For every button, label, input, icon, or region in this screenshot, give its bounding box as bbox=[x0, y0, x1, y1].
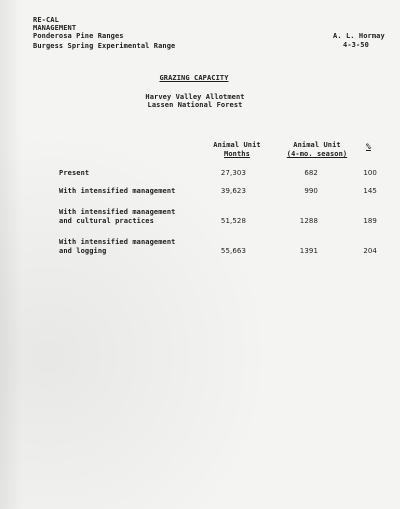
header-section: MANAGEMENT bbox=[33, 24, 77, 32]
row-label: Present bbox=[59, 169, 90, 177]
row-aum-value: 51,528 bbox=[220, 217, 246, 225]
row-aum-value: 55,663 bbox=[220, 247, 246, 255]
subtitle-forest: Lassen National Forest bbox=[147, 101, 243, 109]
column-header-aum bbox=[203, 141, 271, 159]
row-label-continued: and cultural practices bbox=[59, 217, 154, 225]
row-au-value: 1288 bbox=[299, 217, 318, 225]
author-name: A. L. Hormay bbox=[333, 32, 385, 40]
row-aum-value: 39,623 bbox=[220, 187, 246, 195]
row-label: With intensified management bbox=[59, 238, 176, 246]
column-header-percent: % bbox=[366, 142, 371, 151]
column-header-aum-line2: Months bbox=[224, 150, 250, 158]
row-aum-value: 27,303 bbox=[220, 169, 246, 177]
subtitle-allotment: Harvey Valley Allotment bbox=[145, 93, 245, 101]
row-label-continued: and logging bbox=[59, 247, 107, 255]
row-au-value: 682 bbox=[304, 169, 318, 177]
column-header-au bbox=[278, 141, 356, 159]
header-subject: Ponderosa Pine Ranges bbox=[33, 32, 124, 40]
document-date: 4-3-50 bbox=[343, 41, 369, 49]
row-percent-value: 204 bbox=[363, 247, 377, 255]
row-au-value: 990 bbox=[304, 187, 318, 195]
row-percent-value: 100 bbox=[363, 169, 377, 177]
row-percent-value: 189 bbox=[363, 217, 377, 225]
row-percent-value: 145 bbox=[363, 187, 377, 195]
header-code: RE-CAL bbox=[33, 16, 59, 24]
page-title: GRAZING CAPACITY bbox=[159, 74, 229, 82]
column-header-au-line1: Animal Unit bbox=[293, 141, 341, 149]
row-label: With intensified management bbox=[59, 208, 176, 216]
column-header-aum-line1: Animal Unit bbox=[213, 141, 261, 149]
column-header-au-line2: (4-mo. season) bbox=[286, 150, 348, 158]
row-au-value: 1391 bbox=[299, 247, 318, 255]
row-label: With intensified management bbox=[59, 187, 176, 195]
header-location: Burgess Spring Experimental Range bbox=[33, 42, 176, 50]
